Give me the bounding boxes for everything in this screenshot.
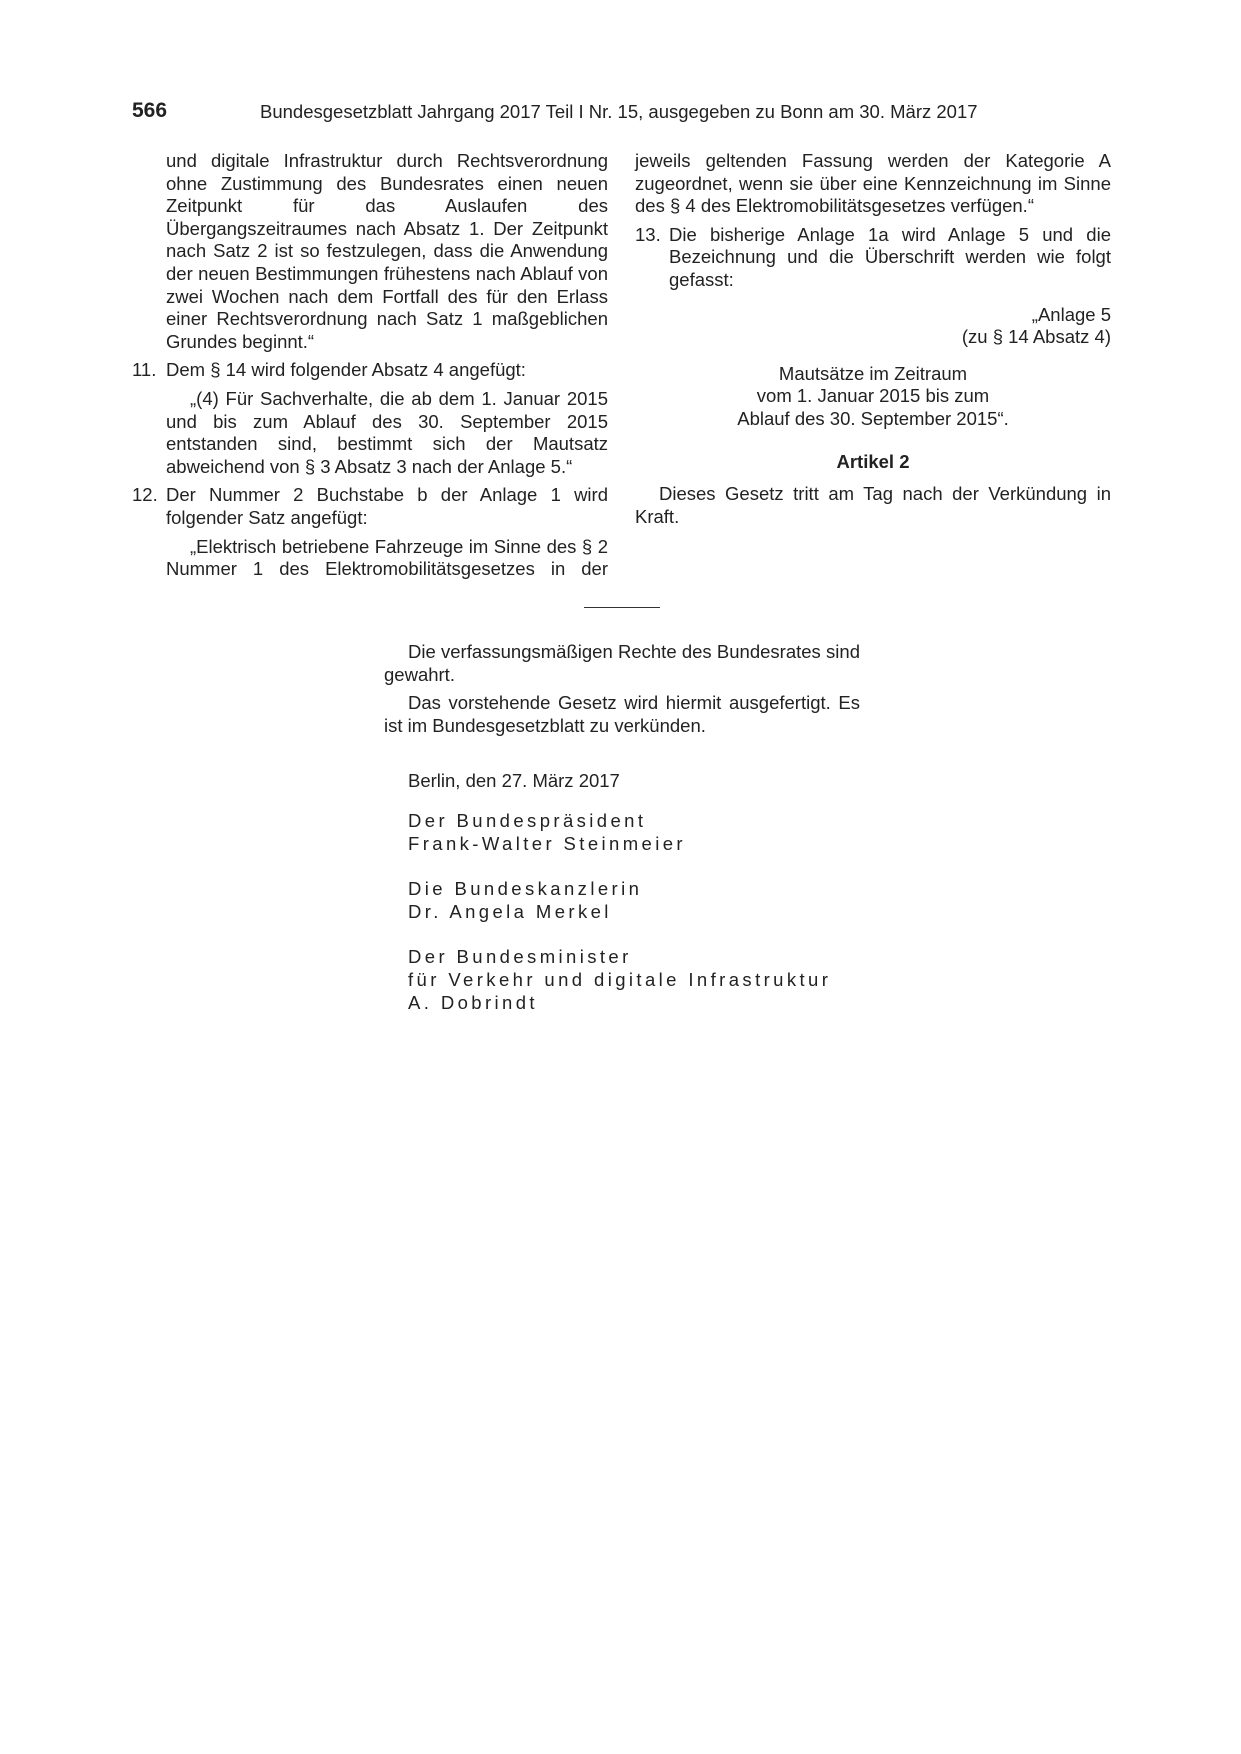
item-11 bbox=[132, 359, 608, 382]
closing-block bbox=[384, 641, 860, 1014]
item-12-text: Der Nummer 2 Buchstabe b der Anlage 1 wird folgender Satz angefügt: bbox=[166, 484, 608, 528]
minister-name: A. Dobrindt bbox=[408, 991, 538, 1013]
article-2-text: Dieses Gesetz tritt am Tag nach der Verkündung in Kraft. bbox=[635, 483, 1111, 527]
right-column bbox=[635, 150, 1111, 528]
president-title: Der Bundespräsident bbox=[408, 809, 647, 831]
item-11-number: 11. bbox=[132, 359, 157, 381]
item-12 bbox=[132, 484, 608, 529]
signature-minister bbox=[384, 946, 860, 1014]
continuation-text-left: und digitale Infrastruktur durch Rechtsverordnung ohne Zustimmung des Bundesrates einen neuen Zeitpunkt für das Auslaufen des Übergangszeitraumes nach Absatz 1. Der Zeitpunkt nach Satz 2 ist so festzulegen, dass die Anwendung der neuen Bestimmungen frühestens nach Ablauf von zwei Wochen nach dem Fortfall des für den Erlass einer Rechtsverordnung nach Satz 1 maßgeblichen Grundes beginnt.“ bbox=[166, 150, 608, 352]
item-13 bbox=[635, 224, 1111, 292]
item-11-quote: „(4) Für Sachverhalte, die ab dem 1. Januar 2015 und bis zum Ablauf des 30. September 2015 entstanden sind, bestimmt sich der Mautsatz abweichend von § 3 Absatz 3 nach der Anlage 5.“ bbox=[166, 387, 608, 477]
anlage-title-line-1: Mautsätze im Zeitraum bbox=[778, 362, 968, 384]
signature-chancellor bbox=[384, 878, 860, 923]
minister-title: Der Bundesminister bbox=[408, 946, 632, 968]
left-column bbox=[132, 150, 608, 581]
anlage-title-line-3: Ablauf des 30. September 2015“. bbox=[737, 407, 1009, 429]
chancellor-title: Die Bundeskanzlerin bbox=[408, 878, 643, 900]
place-date: Berlin, den 27. März 2017 bbox=[408, 770, 620, 792]
minister-department: für Verkehr und digitale Infrastruktur bbox=[408, 968, 832, 990]
running-head: Bundesgesetzblatt Jahrgang 2017 Teil I Nr. 15, ausgegeben zu Bonn am 30. März 2017 bbox=[260, 101, 978, 122]
item-11-text: Dem § 14 wird folgender Absatz 4 angefügt: bbox=[166, 359, 526, 381]
anlage-label: „Anlage 5 bbox=[1031, 303, 1111, 325]
page-number: 566 bbox=[132, 99, 168, 122]
signature-president bbox=[384, 810, 860, 855]
section-divider bbox=[584, 607, 660, 608]
item-12-quote: „Elektrisch betriebene Fahrzeuge im Sinne des § 2 Nummer 1 des Elektromobilitätsgesetzes in der bbox=[166, 535, 608, 580]
article-2-heading: Artikel 2 bbox=[836, 450, 910, 472]
bundesrat-rights-text: Die verfassungsmäßigen Rechte des Bundesrates sind gewahrt. bbox=[384, 641, 860, 685]
continuation-text-right: jeweils geltenden Fassung werden der Kategorie A zugeordnet, wenn sie über eine Kennzeichnung im Sinne des § 4 des Elektromobilitätsgesetzes verfügen.“ bbox=[635, 150, 1111, 217]
president-name: Frank-Walter Steinmeier bbox=[408, 832, 686, 854]
item-12-number: 12. bbox=[132, 484, 158, 506]
item-13-text: Die bisherige Anlage 1a wird Anlage 5 und die Bezeichnung und die Überschrift werden wie folgt gefasst: bbox=[669, 223, 1111, 290]
item-13-number: 13. bbox=[635, 223, 661, 245]
promulgation-text: Das vorstehende Gesetz wird hiermit ausgefertigt. Es ist im Bundesgesetzblatt zu verkünden. bbox=[384, 692, 860, 736]
anlage-title-line-2: vom 1. Januar 2015 bis zum bbox=[756, 385, 990, 407]
chancellor-name: Dr. Angela Merkel bbox=[408, 900, 612, 922]
anlage-reference: (zu § 14 Absatz 4) bbox=[961, 326, 1111, 348]
